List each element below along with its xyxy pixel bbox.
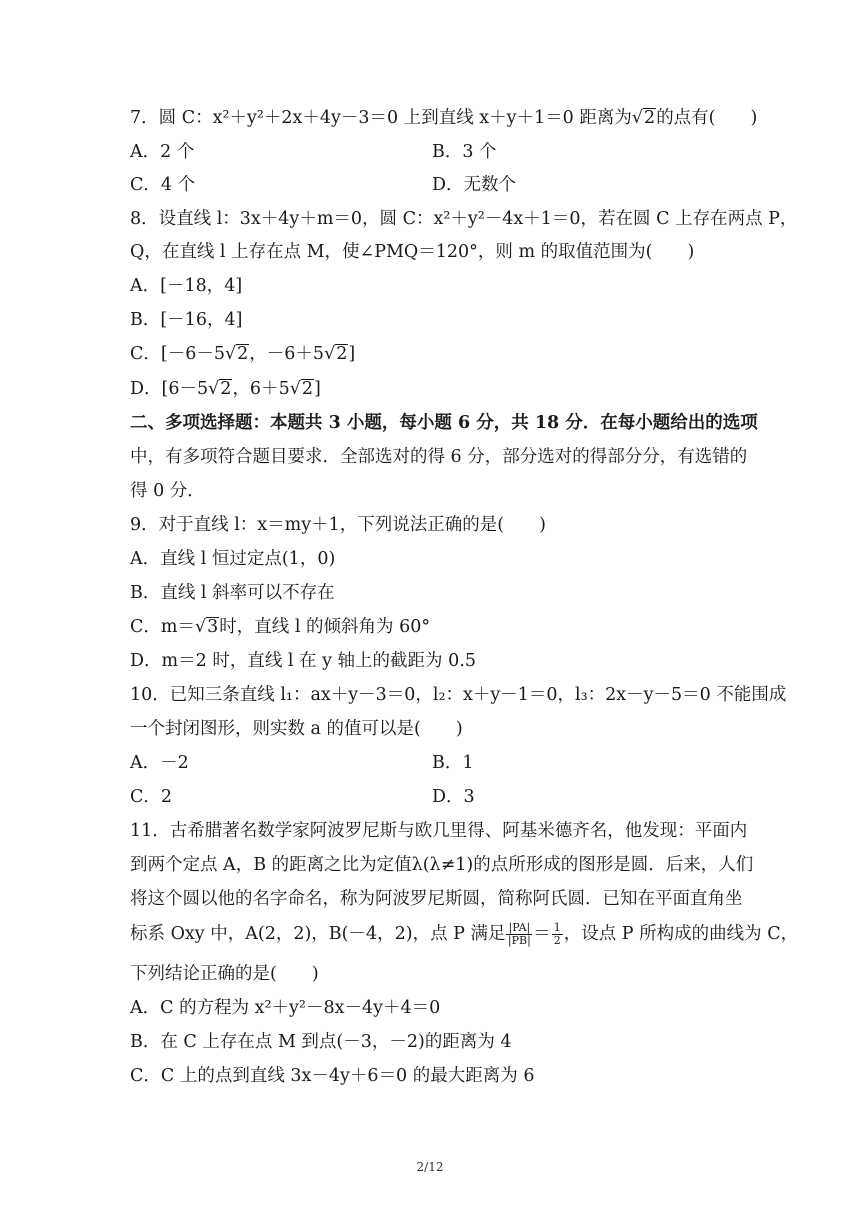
q7-option-c: C．4 个 bbox=[130, 175, 196, 195]
q9-option-b: B．直线 l 斜率可以不存在 bbox=[130, 583, 335, 603]
q7-option-a: A．2 个 bbox=[130, 142, 195, 162]
q10-option-c: C．2 bbox=[130, 787, 173, 807]
q9-option-c: C．m＝√3时，直线 l 的倾斜角为 60° bbox=[130, 617, 431, 637]
section-heading-line3: 得 0 分． bbox=[130, 481, 205, 501]
q8-stem-line1: 8．设直线 l：3x＋4y＋m＝0，圆 C：x²＋y²－4x＋1＝0，若在圆 C 上存在两点 P， bbox=[130, 209, 798, 229]
sqrt-symbol: √2 bbox=[631, 108, 656, 128]
q8-option-d: D．[6－5√2，6＋5√2] bbox=[130, 379, 321, 399]
q11-stem-line3: 将这个圆以他的名字命名，称为阿波罗尼斯圆，简称阿氏圆．已知在平面直角坐 bbox=[130, 889, 743, 909]
q10-option-b: B．1 bbox=[432, 753, 474, 773]
page-number: 2/12 bbox=[416, 1160, 444, 1174]
sqrt-symbol: √2 bbox=[225, 344, 249, 364]
q11-option-c: C．C 上的点到直线 3x－4y＋6＝0 的最大距离为 6 bbox=[130, 1066, 535, 1086]
q10-option-a: A．－2 bbox=[130, 753, 189, 773]
q11-option-b: B．在 C 上存在点 M 到点(－3，－2)的距离为 4 bbox=[130, 1032, 512, 1052]
q7-stem-text: 7．圆 C：x²＋y²＋2x＋4y－3＝0 上到直线 x＋y＋1＝0 距离为 bbox=[130, 108, 632, 128]
q8-stem-line2: Q，在直线 l 上存在点 M，使∠PMQ＝120°，则 m 的取值范围为( ) bbox=[130, 242, 695, 262]
q8-option-b: B．[－16，4] bbox=[130, 310, 243, 330]
q9-option-d: D．m＝2 时，直线 l 在 y 轴上的截距为 0.5 bbox=[130, 651, 476, 671]
q11-stem-line1: 11．古希腊著名数学家阿波罗尼斯与欧几里得、阿基米德齐名，他发现：平面内 bbox=[130, 821, 748, 841]
fraction-one-half: $\frac{1}{2}$ bbox=[553, 921, 561, 947]
q7-stem bbox=[130, 106, 757, 130]
q9-option-a: A．直线 l 恒过定点(1，0) bbox=[130, 549, 336, 569]
q11-stem-line5: 下列结论正确的是( ) bbox=[130, 964, 319, 984]
q11-stem-line2: 到两个定点 A，B 的距离之比为定值λ(λ≠1)的点所形成的图形是圆．后来，人们 bbox=[130, 855, 754, 875]
q7-option-b: B．3 个 bbox=[432, 142, 497, 162]
q11-option-a: A．C 的方程为 x²＋y²－8x－4y＋4＝0 bbox=[130, 998, 441, 1018]
sqrt-symbol: √3 bbox=[194, 617, 219, 637]
q7-stem-tail: 的点有( ) bbox=[656, 108, 758, 128]
q8-option-c: C．[－6－5√2，－6＋5√2] bbox=[130, 344, 356, 364]
q10-stem-line2: 一个封闭图形，则实数 a 的值可以是( ) bbox=[130, 719, 463, 739]
q10-stem-line1: 10．已知三条直线 l₁：ax＋y－3＝0，l₂：x＋y－1＝0，l₃：2x－y－5＝0 不能围成 bbox=[130, 685, 787, 705]
section-heading-line2: 中，有多项符合题目要求．全部选对的得 6 分，部分选对的得部分分，有选错的 bbox=[130, 447, 748, 467]
sqrt-symbol: √2 bbox=[289, 379, 314, 399]
section-heading-line1: 二、多项选择题：本题共 3 小题，每小题 6 分，共 18 分．在每小题给出的选项 bbox=[130, 413, 758, 433]
q11-stem-line4: 标系 Oxy 中，A(2，2)，B(－4，2)，点 P 满足 $\frac{|PA|}{|PB|}$ ＝ $\frac{1}{2}$ ，设点 P 所构成的曲线为 C， bbox=[130, 921, 799, 947]
sqrt-symbol: √2 bbox=[324, 344, 348, 364]
q8-option-a: A．[－18，4] bbox=[130, 276, 243, 296]
q9-stem: 9．对于直线 l：x＝my＋1，下列说法正确的是( ) bbox=[130, 515, 546, 535]
fraction-pa-pb: $\frac{|PA|}{|PB|}$ bbox=[507, 921, 531, 947]
q7-option-d: D．无数个 bbox=[432, 175, 517, 195]
q10-option-d: D．3 bbox=[432, 787, 475, 807]
sqrt-symbol: √2 bbox=[208, 379, 232, 399]
